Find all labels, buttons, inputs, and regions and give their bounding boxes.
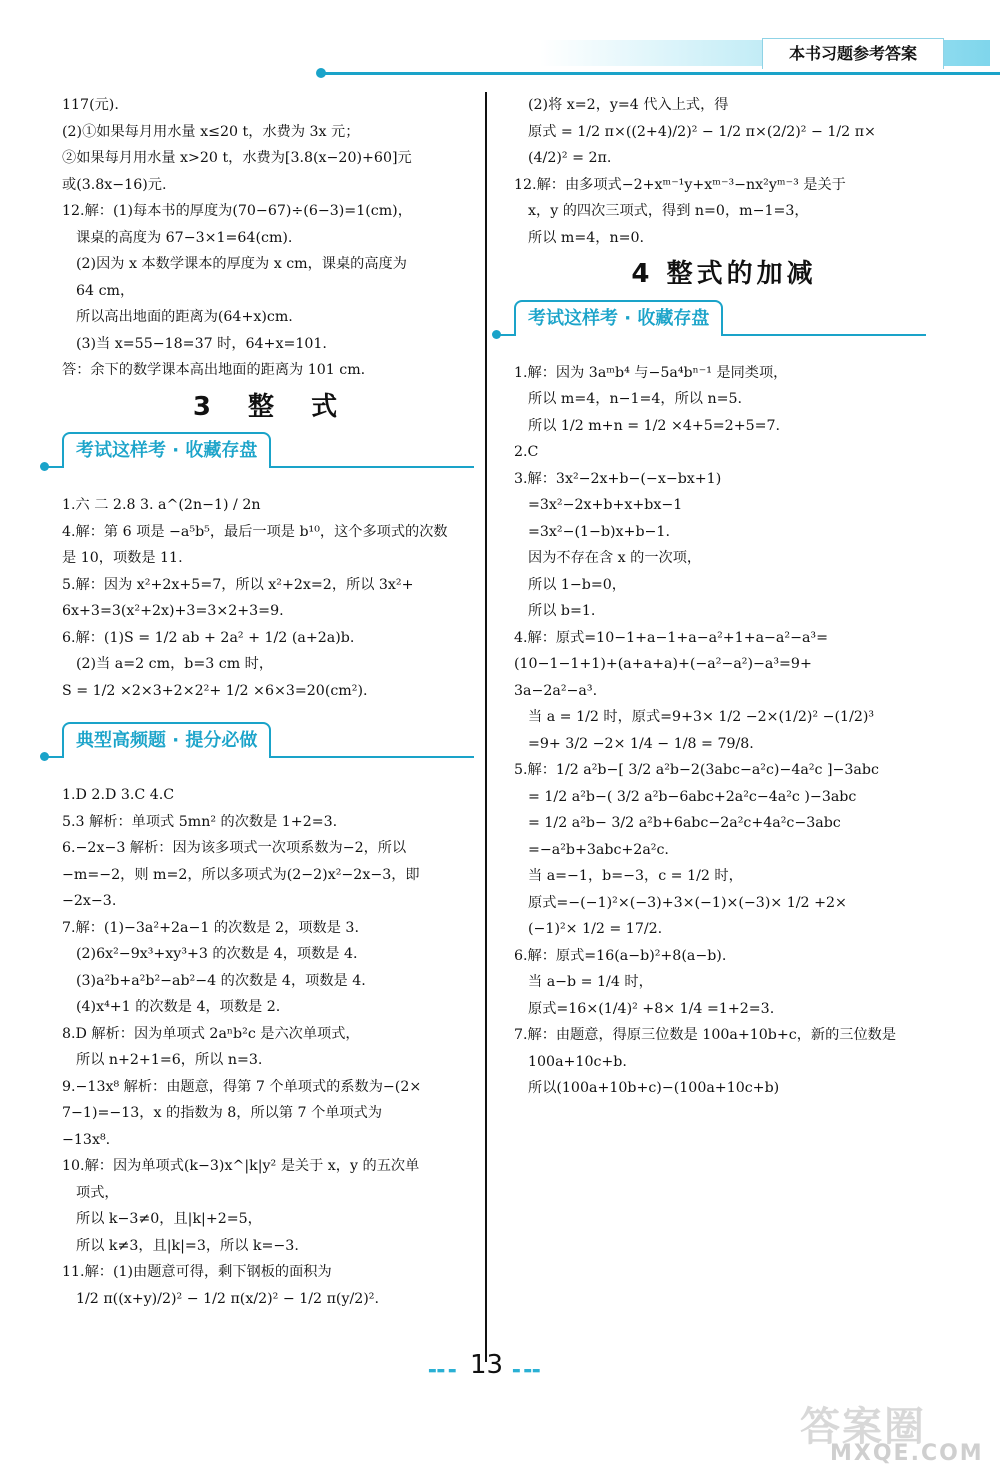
text-line: 原式=16×(1/4)² +8× 1/4 =1+2=3. — [528, 1000, 775, 1017]
text-line: 4.解：原式=10−1+a−1+a−a²+1+a−a²−a³= — [514, 629, 828, 646]
text-line: = 1/2 a²b− 3/2 a²b+6abc−2a²c+4a²c−3abc — [528, 815, 841, 831]
banner-dot — [40, 752, 49, 761]
text-line: 所以 k−3≠0，且|k|+2=5， — [76, 1211, 262, 1227]
text-line: =−a²b+3abc+2a²c. — [528, 841, 669, 858]
text-line: (4/2)² = 2π. — [528, 150, 612, 166]
text-line: x，y 的四次三项式，得到 n=0，m−1=3， — [528, 203, 809, 219]
text-line: (10−1−1+1)+(a+a+a)+(−a²−a²)−a³=9+ — [514, 656, 812, 672]
text-line: ②如果每月用水量 x>20 t，水费为[3.8(x−20)+60]元 — [62, 150, 412, 166]
text-line: −13x⁸. — [62, 1131, 111, 1148]
text-line: 所以 n+2+1=6，所以 n=3. — [76, 1052, 263, 1068]
text-line: 所以高出地面的距离为(64+x)cm. — [76, 309, 293, 325]
text-line: 当 a−b = 1/4 时， — [528, 974, 653, 990]
text-line: 1.六 二 2.8 3. a^(2n−1) / 2n — [62, 497, 261, 513]
text-line: 1.D 2.D 3.C 4.C — [62, 787, 175, 803]
header-rule — [322, 72, 1000, 75]
text-line: 7−1)=−13，x 的指数为 8，所以第 7 个单项式为 — [62, 1105, 383, 1121]
text-line: (2)当 a=2 cm，b=3 cm 时， — [76, 656, 274, 672]
text-line: (−1)²× 1/2 = 17/2. — [528, 921, 663, 937]
text-line: (2)将 x=2，y=4 代入上式，得 — [528, 97, 729, 113]
right-pre-block — [514, 92, 934, 251]
text-line: 答：余下的数学课本高出地面的距离为 101 cm. — [62, 362, 366, 378]
text-line: =9+ 3/2 −2× 1/4 − 1/8 = 79/8. — [528, 735, 754, 752]
page-number-right-ornament: ▬ ▬▬ — [512, 1366, 541, 1376]
column-divider — [485, 92, 487, 1362]
banner-title: 考试这样考 · 收藏存盘 — [62, 432, 271, 468]
right-column — [514, 92, 934, 1102]
left-pre-block — [62, 92, 482, 384]
text-line: 117(元). — [62, 97, 119, 113]
section-banner — [62, 432, 482, 478]
text-line: 2.C — [514, 444, 539, 460]
text-line: 6.−2x−3 解析：因为该多项式一次项系数为−2，所以 — [62, 840, 407, 856]
text-line: 9.−13x⁸ 解析：由题意，得第 7 个单项式的系数为−(2× — [62, 1078, 422, 1095]
text-line: 11.解：(1)由题意可得，剩下钢板的面积为 — [62, 1264, 332, 1280]
text-line: 7.解：由题意，得原三位数是 100a+10b+c，新的三位数是 — [514, 1027, 897, 1043]
text-line: 8.D 解析：因为单项式 2aⁿb²c 是六次单项式， — [62, 1025, 360, 1042]
left-body1 — [62, 492, 482, 704]
text-line: 3.解：3x²−2x+b−(−x−bx+1) — [514, 470, 722, 487]
text-line: S = 1/2 ×2×3+2×2²+ 1/2 ×6×3=20(cm²). — [62, 682, 368, 699]
text-line: 当 a = 1/2 时，原式=9+3× 1/2 −2×(1/2)² −(1/2)³ — [528, 709, 875, 725]
text-line: 100a+10c+b. — [528, 1053, 627, 1070]
banner-title: 考试这样考 · 收藏存盘 — [514, 300, 723, 336]
section-heading: 4 整式的加减 — [631, 259, 817, 289]
text-line: 7.解：(1)−3a²+2a−1 的次数是 2，项数是 3. — [62, 919, 359, 936]
page-number: 13 — [470, 1350, 504, 1380]
text-line: 因为不存在含 x 的一次项， — [528, 550, 702, 566]
text-line: 所以 1/2 m+n = 1/2 ×4+5=2+5=7. — [528, 417, 781, 434]
text-line: 5.解：因为 x²+2x+5=7，所以 x²+2x=2，所以 3x²+ — [62, 576, 414, 593]
text-line: 1.解：因为 3aᵐb⁴ 与−5a⁴bⁿ⁻¹ 是同类项， — [514, 364, 788, 381]
watermark-text: 答案圈 — [800, 1404, 926, 1450]
text-line: 4.解：第 6 项是 −a⁵b⁵，最后一项是 b¹⁰，这个多项式的次数 — [62, 523, 448, 540]
text-line: 10.解：因为单项式(k−3)x^|k|y² 是关于 x，y 的五次单 — [62, 1158, 420, 1174]
watermark-logo — [800, 1395, 990, 1475]
text-line: 所以(100a+10b+c)−(100a+10c+b) — [528, 1080, 780, 1096]
text-line: 原式 = 1/2 π×((2+4)/2)² − 1/2 π×(2/2)² − 1/2 π× — [528, 123, 876, 140]
text-line: = 1/2 a²b−( 3/2 a²b−6abc+2a²c−4a²c )−3abc — [528, 788, 857, 805]
text-line: 所以 1−b=0， — [528, 576, 626, 593]
text-line: 6x+3=3(x²+2x)+3=3×2+3=9. — [62, 603, 284, 619]
text-line: 3a−2a²−a³. — [514, 682, 598, 699]
text-line: (2)①如果每月用水量 x≤20 t，水费为 3x 元； — [62, 123, 360, 140]
banner-title: 典型高频题 · 提分必做 — [62, 722, 271, 758]
text-line: 当 a=−1，b=−3，c = 1/2 时， — [528, 868, 743, 884]
section-banner — [514, 300, 934, 346]
banner-dot — [40, 462, 49, 471]
text-line: 所以 b=1. — [528, 603, 596, 619]
text-line: (2)因为 x 本数学课本的厚度为 x cm，课桌的高度为 — [76, 256, 407, 272]
section-banner — [62, 722, 482, 768]
text-line: 1/2 π((x+y)/2)² − 1/2 π(x/2)² − 1/2 π(y/2)². — [76, 1290, 380, 1307]
header-title: 本书习题参考答案 — [762, 38, 944, 69]
text-line: 所以 m=4，n=0. — [528, 229, 645, 246]
text-line: 是 10，项数是 11. — [62, 550, 183, 566]
text-line: =3x²−2x+b+x+bx−1 — [528, 497, 683, 513]
text-line: 12.解：由多项式−2+xᵐ⁻¹y+xᵐ⁻³−nx²yᵐ⁻³ 是关于 — [514, 176, 846, 193]
page-number-left-ornament: ▬▬ ▬ — [428, 1366, 457, 1376]
banner-dot — [492, 330, 501, 339]
text-line: 所以 k≠3，且|k|=3，所以 k=−3. — [76, 1237, 299, 1254]
text-line: 12.解：(1)每本书的厚度为(70−67)÷(6−3)=1(cm)， — [62, 203, 412, 219]
text-line: 5.3 解析：单项式 5mn² 的次数是 1+2=3. — [62, 813, 338, 830]
page-header — [322, 38, 1000, 78]
left-column — [62, 92, 482, 1312]
text-line: −2x−3. — [62, 893, 117, 909]
text-line: 原式=−(−1)²×(−3)+3×(−1)×(−3)× 1/2 +2× — [528, 894, 847, 911]
text-line: 课桌的高度为 67−3×1=64(cm). — [76, 229, 293, 246]
text-line: 项式， — [76, 1184, 119, 1201]
header-dot — [316, 68, 326, 78]
text-line: =3x²−(1−b)x+b−1. — [528, 523, 670, 540]
right-body1 — [514, 360, 934, 1102]
text-line: 或(3.8x−16)元. — [62, 176, 167, 193]
watermark-url: MXQE.COM — [830, 1441, 984, 1466]
text-line: 6.解：原式=16(a−b)²+8(a−b). — [514, 947, 727, 964]
text-line: 5.解：1/2 a²b−[ 3/2 a²b−2(3abc−a²c)−4a²c ]−3abc — [514, 762, 879, 778]
text-line: (2)6x²−9x³+xy³+3 的次数是 4，项数是 4. — [76, 946, 358, 962]
left-body2 — [62, 782, 482, 1312]
text-line: −m=−2，则 m=2，所以多项式为(2−2)x²−2x−3，即 — [62, 866, 420, 883]
text-line: 6.解：(1)S = 1/2 ab + 2a² + 1/2 (a+2a)b. — [62, 629, 355, 646]
text-line: (3)a²b+a²b²−ab²−4 的次数是 4，项数是 4. — [76, 972, 366, 989]
section-heading: 3 整 式 — [192, 391, 352, 422]
text-line: (4)x⁴+1 的次数是 4，项数是 2. — [76, 999, 281, 1015]
text-line: 所以 m=4，n−1=4，所以 n=5. — [528, 391, 743, 407]
text-line: 64 cm， — [76, 282, 135, 299]
text-line: (3)当 x=55−18=37 时，64+x=101. — [76, 335, 327, 352]
